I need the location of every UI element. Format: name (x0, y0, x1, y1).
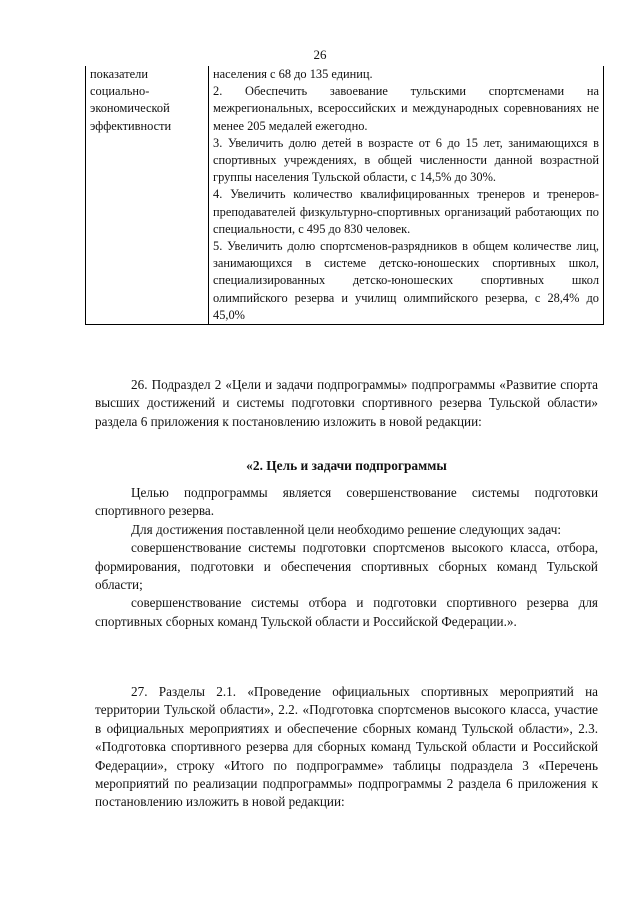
paragraph: совершенствование системы подготовки спортсменов высокого класса, отбора, формирования, подготовки и обеспечения спортивных сборных команд Тульской области; (95, 540, 598, 593)
indicator-item: 3. Увеличить долю детей в возрасте от 6 до 15 лет, занимающихся в спортивных учреждениях, в общей численности данной возрастной группы населения Тульской области, с 14,5% до 30%. (213, 135, 599, 185)
paragraph: Для достижения поставленной цели необходимо решение следующих задач: (131, 521, 562, 537)
section-26 (95, 376, 598, 431)
paragraph: совершенствование системы отбора и подготовки спортивного резерва для спортивных сборных команд Тульской области и Российской Федерации.». (95, 595, 598, 629)
indicator-label-cell (86, 66, 209, 325)
new-section-body (95, 484, 598, 631)
label-line: социально- (90, 84, 150, 99)
indicator-content-cell (209, 66, 604, 325)
paragraph: Целью подпрограммы является совершенствование системы подготовки спортивного резерва. (95, 485, 598, 519)
section-26-paragraph: 26. Подраздел 2 «Цели и задачи подпрограммы» подпрограммы «Развитие спорта высших достижений и системы подготовки спортивного резерва Тульской области» раздела 6 приложения к постановлению изложить в новой редакции: (95, 377, 598, 429)
section-heading: «2. Цель и задачи подпрограммы (246, 458, 447, 473)
label-line: показатели (90, 67, 148, 81)
indicators-table (85, 66, 604, 325)
section-27-paragraph: 27. Разделы 2.1. «Проведение официальных спортивных мероприятий на территории Тульской области», 2.2. «Подготовка спортсменов высокого класса, участие в официальных мероприятиях и обеспечение сборных команд Тульской области», 2.3. «Подготовка спортивного резерва для сборных команд Тульской области и Российской Федерации», строку «Итого по подпрограмме» таблицы подраздела 3 «Перечень мероприятий по реализации подпрограммы» подпрограммы 2 раздела 6 приложения к постановлению изложить в новой редакции: (95, 684, 598, 810)
section-27 (95, 683, 598, 812)
indicator-item: 2. Обеспечить завоевание тульскими спортсменами на межрегиональных, всероссийских и международных соревнованиях не менее 205 медалей ежегодно. (213, 84, 599, 133)
label-line: эффективности (90, 118, 172, 133)
page-number: 26 (313, 47, 327, 62)
label-line: экономической (90, 101, 170, 116)
new-section-heading-block (95, 457, 598, 475)
indicator-item: населения с 68 до 135 единиц. (213, 67, 373, 81)
table-row (86, 66, 604, 325)
indicator-item: 4. Увеличить количество квалифицированных тренеров и тренеров-преподавателей физкультурно-спортивных организаций работающих по специальности, с 495 до 830 человек. (213, 187, 599, 236)
indicator-item: 5. Увеличить долю спортсменов-разрядников в общем количестве лиц, занимающихся в системе детско-юношеских спортивных школ, специализированных детско-юношеских спортивных школ олимпийского резерва и училищ олимпийского резерва, с 28,4% до 45,0% (213, 239, 599, 322)
